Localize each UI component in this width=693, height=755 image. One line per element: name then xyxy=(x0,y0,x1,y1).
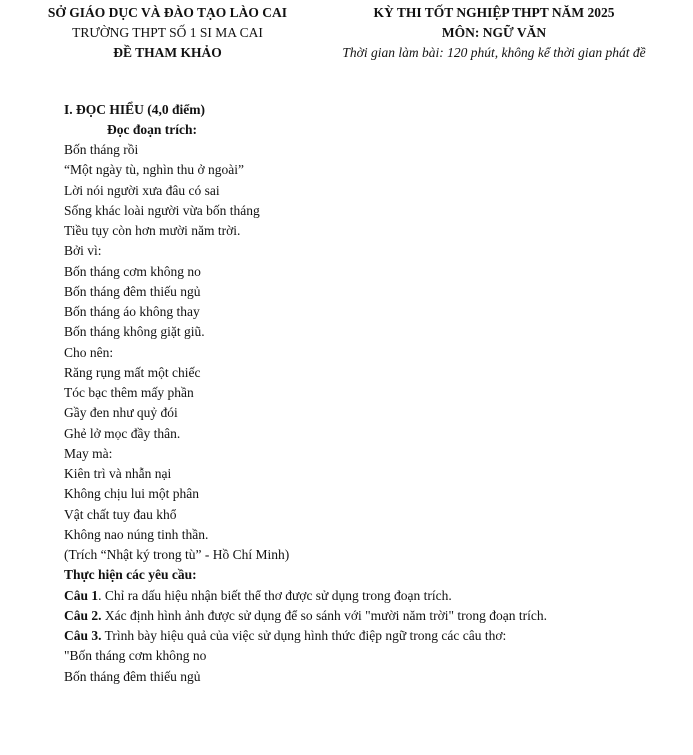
quote-line: Bốn tháng đêm thiếu ngủ xyxy=(64,668,201,684)
poem-line: Vật chất tuy đau khổ xyxy=(64,506,177,522)
poem-line: Không chịu lui một phân xyxy=(64,486,199,502)
poem-line: Gầy đen như quỷ đói xyxy=(64,405,178,421)
poem-line: Bốn tháng cơm không no xyxy=(64,263,201,279)
section-subtitle: Đọc đoạn trích: xyxy=(107,122,197,137)
poem-line: Bốn tháng đêm thiếu ngủ xyxy=(64,283,201,299)
department-name: SỞ GIÁO DỤC VÀ ĐÀO TẠO LÀO CAI xyxy=(47,5,288,20)
poem-line: Bởi vì: xyxy=(64,243,102,259)
poem-line: Kiên trì và nhẫn nại xyxy=(64,466,172,481)
question-3-text: Trình bày hiệu quả của việc sử dụng hình thức điệp ngữ trong các câu thơ: xyxy=(101,628,507,643)
poem-line: “Một ngày tù, nghìn thu ở ngoài” xyxy=(64,162,244,178)
poem-line: Ghẻ lở mọc đầy thân. xyxy=(64,425,181,441)
question-2-text: Xác định hình ảnh được sử dụng để so sánh với "mười năm trời" trong đoạn trích. xyxy=(101,607,547,623)
time-allowed: Thời gian làm bài: 120 phút, không kể thời gian phát đề xyxy=(342,45,646,60)
question-1-label: Câu 1 xyxy=(64,587,99,603)
poem-line: Bốn tháng không giặt giũ. xyxy=(64,324,205,340)
subject-name: MÔN: NGỮ VĂN xyxy=(441,25,547,40)
exam-name: KỲ THI TỐT NGHIỆP THPT NĂM 2025 xyxy=(373,5,615,20)
poem-line: Cho nên: xyxy=(64,344,114,360)
poem-source: (Trích “Nhật ký trong tù” - Hồ Chí Minh) xyxy=(64,547,290,562)
school-name: TRƯỜNG THPT SỐ 1 SI MA CAI xyxy=(72,25,263,40)
question-1 xyxy=(64,586,547,606)
tasks-heading: Thực hiện các yêu cầu: xyxy=(64,567,197,583)
poem-line: Răng rụng mất một chiếc xyxy=(64,364,201,380)
section-title: I. ĐỌC HIỂU (4,0 điểm) xyxy=(64,102,205,117)
document-type: ĐỀ THAM KHẢO xyxy=(113,45,222,60)
poem-line: May mà: xyxy=(64,445,113,461)
poem-line: Lời nói người xưa đâu có sai xyxy=(64,182,220,198)
poem-line: Bốn tháng áo không thay xyxy=(64,304,200,319)
question-3 xyxy=(64,626,547,646)
question-1-text: . Chỉ ra dấu hiệu nhận biết thể thơ được sử dụng trong đoạn trích. xyxy=(98,587,452,603)
poem-line: Bốn tháng rồi xyxy=(64,142,139,157)
poem-body xyxy=(64,140,547,687)
poem-line: Tóc bạc thêm mấy phần xyxy=(64,385,194,400)
poem-line: Không nao núng tinh thần. xyxy=(64,526,209,542)
poem-line: Sống khác loài người vừa bốn tháng xyxy=(64,202,260,218)
header-right xyxy=(318,3,670,63)
quote-line: "Bốn tháng cơm không no xyxy=(64,648,207,664)
question-2 xyxy=(64,606,547,626)
question-2-label: Câu 2. xyxy=(64,607,102,623)
question-3-label: Câu 3. xyxy=(64,628,102,643)
poem-line: Tiều tụy còn hơn mười năm trời. xyxy=(64,223,241,238)
header-left xyxy=(30,3,305,63)
